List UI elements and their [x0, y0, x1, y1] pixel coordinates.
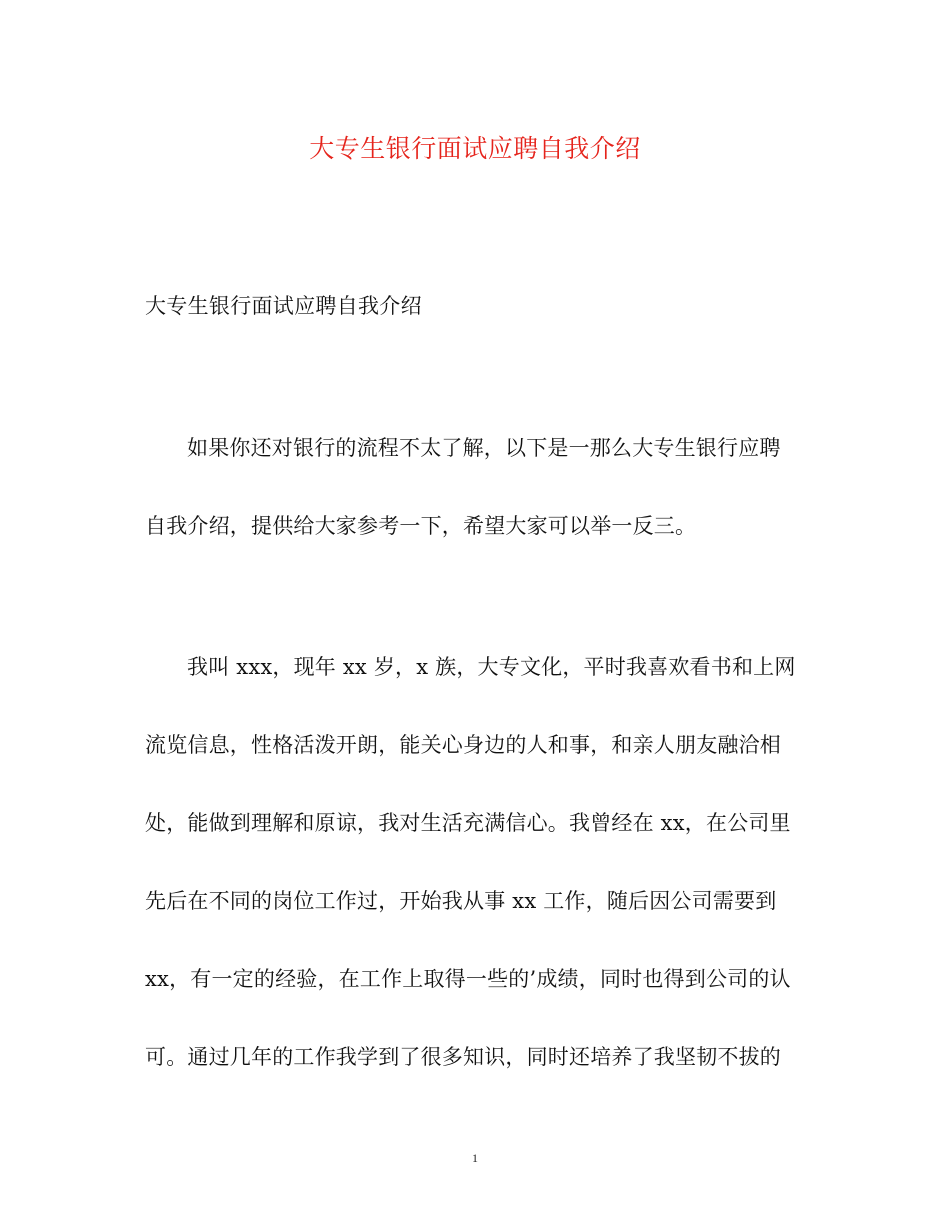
section-heading: 大专生银行面试应聘自我介绍 — [145, 294, 422, 318]
paragraph-intro — [145, 409, 810, 565]
paragraph-self-introduction — [145, 628, 810, 1096]
page-number: 1 — [472, 1151, 478, 1165]
paragraph-line: 流览信息，性格活泼开朗，能关心身边的人和事，和亲人朋友融洽相 — [145, 733, 781, 757]
paragraph-line: 自我介绍，提供给大家参考一下，希望大家可以举一反三。 — [145, 514, 697, 538]
paragraph-line: 我叫 xxx，现年 xx 岁，x 族，大专文化，平时我喜欢看书和上网 — [187, 655, 796, 679]
paragraph-line: 先后在不同的岗位工作过，开始我从事 xx 工作，随后因公司需要到 — [145, 889, 777, 913]
paragraph-line: xx，有一定的经验，在工作上取得一些的’成绩，同时也得到公司的认 — [145, 967, 791, 991]
document-title: 大专生银行面试应聘自我介绍 — [309, 134, 641, 163]
paragraph-line: 处，能做到理解和原谅，我对生活充满信心。我曾经在 xx，在公司里 — [145, 811, 791, 835]
paragraph-line: 可。通过几年的工作我学到了很多知识，同时还培养了我坚韧不拔的 — [145, 1045, 781, 1069]
paragraph-line: 如果你还对银行的流程不太了解，以下是一那么大专生银行应聘 — [187, 436, 781, 460]
